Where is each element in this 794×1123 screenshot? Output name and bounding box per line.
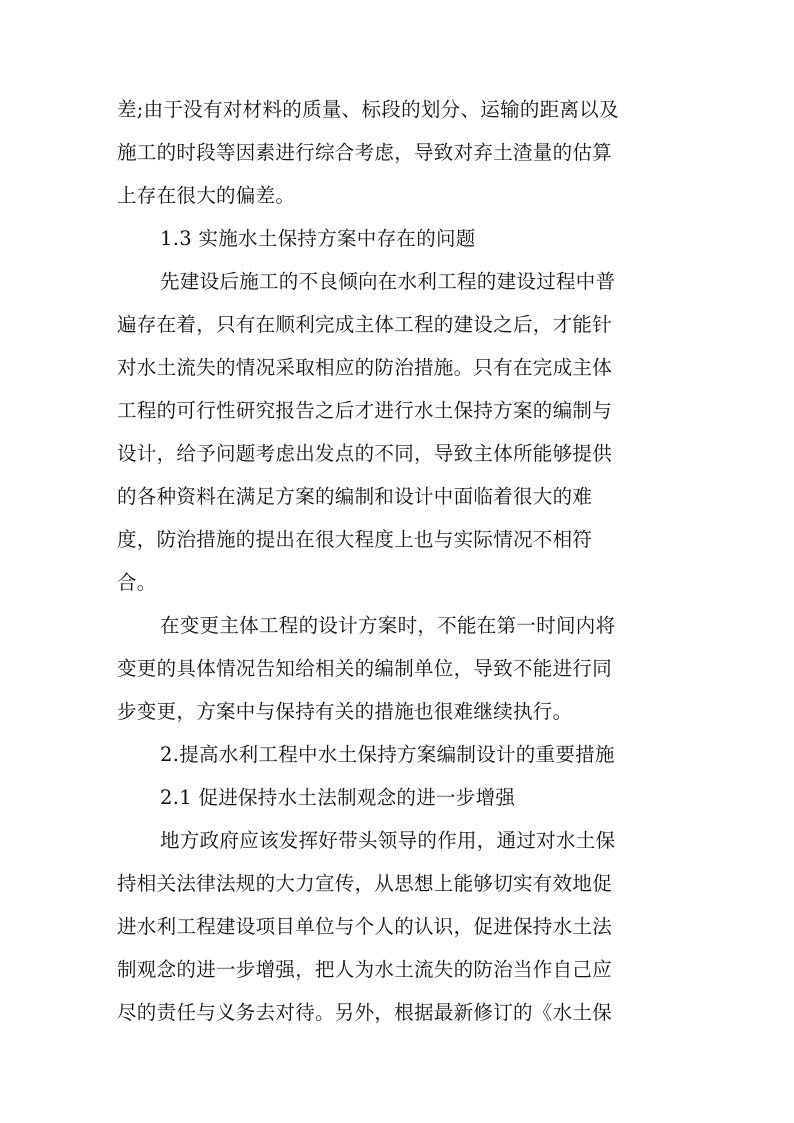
text-line: 工程的可行性研究报告之后才进行水土保持方案的编制与 [117, 399, 613, 422]
text-line: 合。 [117, 571, 157, 594]
section-heading: 2.提高水利工程中水土保持方案编制设计的重要措施 [160, 743, 615, 766]
section-heading: 2.1 促进保持水土法制观念的进一步增强 [160, 786, 516, 809]
text-line: 对水土流失的情况采取相应的防治措施。只有在完成主体 [117, 356, 613, 379]
text-line: 上存在很大的偏差。 [117, 184, 296, 207]
text-line: 进水利工程建设项目单位与个人的认识，促进保持水土法 [117, 915, 613, 938]
text-line: 先建设后施工的不良倾向在水利工程的建设过程中普 [160, 270, 616, 293]
text-line: 制观念的进一步增强，把人为水土流失的防治当作自己应 [117, 958, 613, 981]
text-line: 遍存在着，只有在顺利完成主体工程的建设之后，才能针 [117, 313, 613, 336]
section-heading: 1.3 实施水土保持方案中存在的问题 [160, 227, 476, 250]
text-line: 持相关法律法规的大力宣传，从思想上能够切实有效地促 [117, 872, 613, 895]
text-line: 步变更，方案中与保持有关的措施也很难继续执行。 [117, 700, 573, 723]
text-line: 的各种资料在满足方案的编制和设计中面临着很大的难 [117, 485, 593, 508]
text-line: 施工的时段等因素进行综合考虑，导致对弃土渣量的估算 [117, 141, 613, 164]
text-line: 差;由于没有对材料的质量、标段的划分、运输的距离以及 [117, 98, 619, 121]
text-line: 度，防治措施的提出在很大程度上也与实际情况不相符 [117, 528, 593, 551]
text-line: 设计，给予问题考虑出发点的不同，导致主体所能够提供 [117, 442, 613, 465]
text-line: 尽的责任与义务去对待。另外，根据最新修订的《水土保 [117, 1001, 613, 1024]
text-line: 在变更主体工程的设计方案时，不能在第一时间内将 [160, 614, 616, 637]
text-line: 变更的具体情况告知给相关的编制单位，导致不能进行同 [117, 657, 613, 680]
text-line: 地方政府应该发挥好带头领导的作用，通过对水土保 [160, 829, 616, 852]
